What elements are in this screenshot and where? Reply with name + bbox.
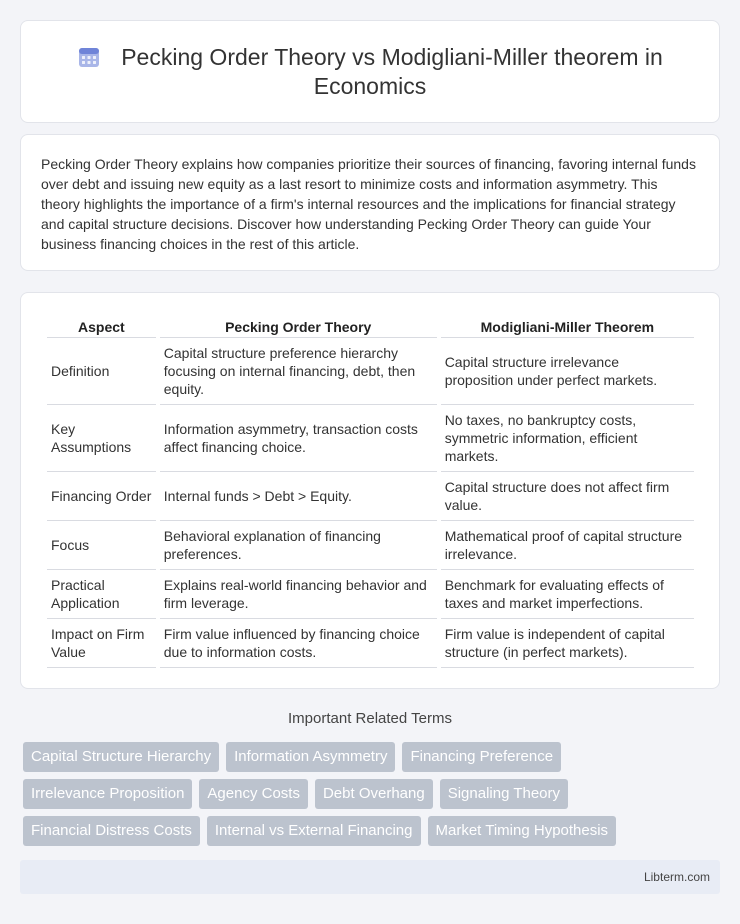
table-row <box>47 619 694 668</box>
tag-market-timing-hypothesis[interactable]: Market Timing Hypothesis <box>428 816 617 846</box>
header-modigliani-miller: Modigliani-Miller Theorem <box>441 316 694 338</box>
page-title-wrap <box>51 43 689 101</box>
tag-information-asymmetry[interactable]: Information Asymmetry <box>226 742 395 772</box>
table-row <box>47 405 694 472</box>
mm-cell: Capital structure does not affect firm value. <box>441 472 694 521</box>
table-header-row <box>47 316 694 338</box>
mm-cell: Capital structure irrelevance proposition under perfect markets. <box>441 338 694 405</box>
tag-debt-overhang[interactable]: Debt Overhang <box>315 779 433 809</box>
related-terms-title: Important Related Terms <box>288 710 452 727</box>
intro-paragraph: Pecking Order Theory explains how companies prioritize their sources of financing, favoring internal funds over debt and issuing new equity as a last resort to minimize costs and information asymmetry. This theory highlights the importance of a firm's internal resources and the implications for financial strategy and capital structure decisions. Discover how understanding Pecking Order Theory can guide Your business financing choices in the rest of this article. <box>41 156 696 252</box>
page-title: Pecking Order Theory vs Modigliani-Miller theorem in Economics <box>121 44 663 99</box>
aspect-cell: Focus <box>47 521 156 570</box>
tag-row <box>23 816 703 846</box>
footer <box>20 860 720 894</box>
intro-card <box>20 134 720 271</box>
tag-row <box>23 742 703 772</box>
calendar-grid-icon <box>77 45 101 69</box>
comparison-card <box>20 292 720 689</box>
tag-internal-vs-external-financing[interactable]: Internal vs External Financing <box>207 816 421 846</box>
footer-site-link[interactable]: Libterm.com <box>643 870 710 884</box>
tag-row <box>23 779 703 809</box>
pecking-cell: Internal funds > Debt > Equity. <box>160 472 437 521</box>
aspect-cell: Financing Order <box>47 472 156 521</box>
mm-cell: Benchmark for evaluating effects of taxes and market imperfections. <box>441 570 694 619</box>
tag-financing-preference[interactable]: Financing Preference <box>402 742 561 772</box>
header-pecking-order: Pecking Order Theory <box>160 316 437 338</box>
mm-cell: Firm value is independent of capital structure (in perfect markets). <box>441 619 694 668</box>
pecking-cell: Behavioral explanation of financing preferences. <box>160 521 437 570</box>
pecking-cell: Explains real-world financing behavior and firm leverage. <box>160 570 437 619</box>
table-row <box>47 338 694 405</box>
pecking-cell: Firm value influenced by financing choice due to information costs. <box>160 619 437 668</box>
tag-irrelevance-proposition[interactable]: Irrelevance Proposition <box>23 779 192 809</box>
pecking-cell: Capital structure preference hierarchy focusing on internal financing, debt, then equity. <box>160 338 437 405</box>
table-row <box>47 570 694 619</box>
mm-cell: Mathematical proof of capital structure irrelevance. <box>441 521 694 570</box>
aspect-cell: Key Assumptions <box>47 405 156 472</box>
tag-financial-distress-costs[interactable]: Financial Distress Costs <box>23 816 200 846</box>
title-card <box>20 20 720 123</box>
aspect-cell: Impact on Firm Value <box>47 619 156 668</box>
pecking-cell: Information asymmetry, transaction costs affect financing choice. <box>160 405 437 472</box>
tag-agency-costs[interactable]: Agency Costs <box>199 779 308 809</box>
related-terms-list <box>23 742 703 853</box>
header-aspect: Aspect <box>47 316 156 338</box>
mm-cell: No taxes, no bankruptcy costs, symmetric information, efficient markets. <box>441 405 694 472</box>
aspect-cell: Practical Application <box>47 570 156 619</box>
tag-capital-structure-hierarchy[interactable]: Capital Structure Hierarchy <box>23 742 219 772</box>
table-row <box>47 472 694 521</box>
tag-signaling-theory[interactable]: Signaling Theory <box>440 779 568 809</box>
comparison-table <box>43 316 698 668</box>
table-row <box>47 521 694 570</box>
aspect-cell: Definition <box>47 338 156 405</box>
